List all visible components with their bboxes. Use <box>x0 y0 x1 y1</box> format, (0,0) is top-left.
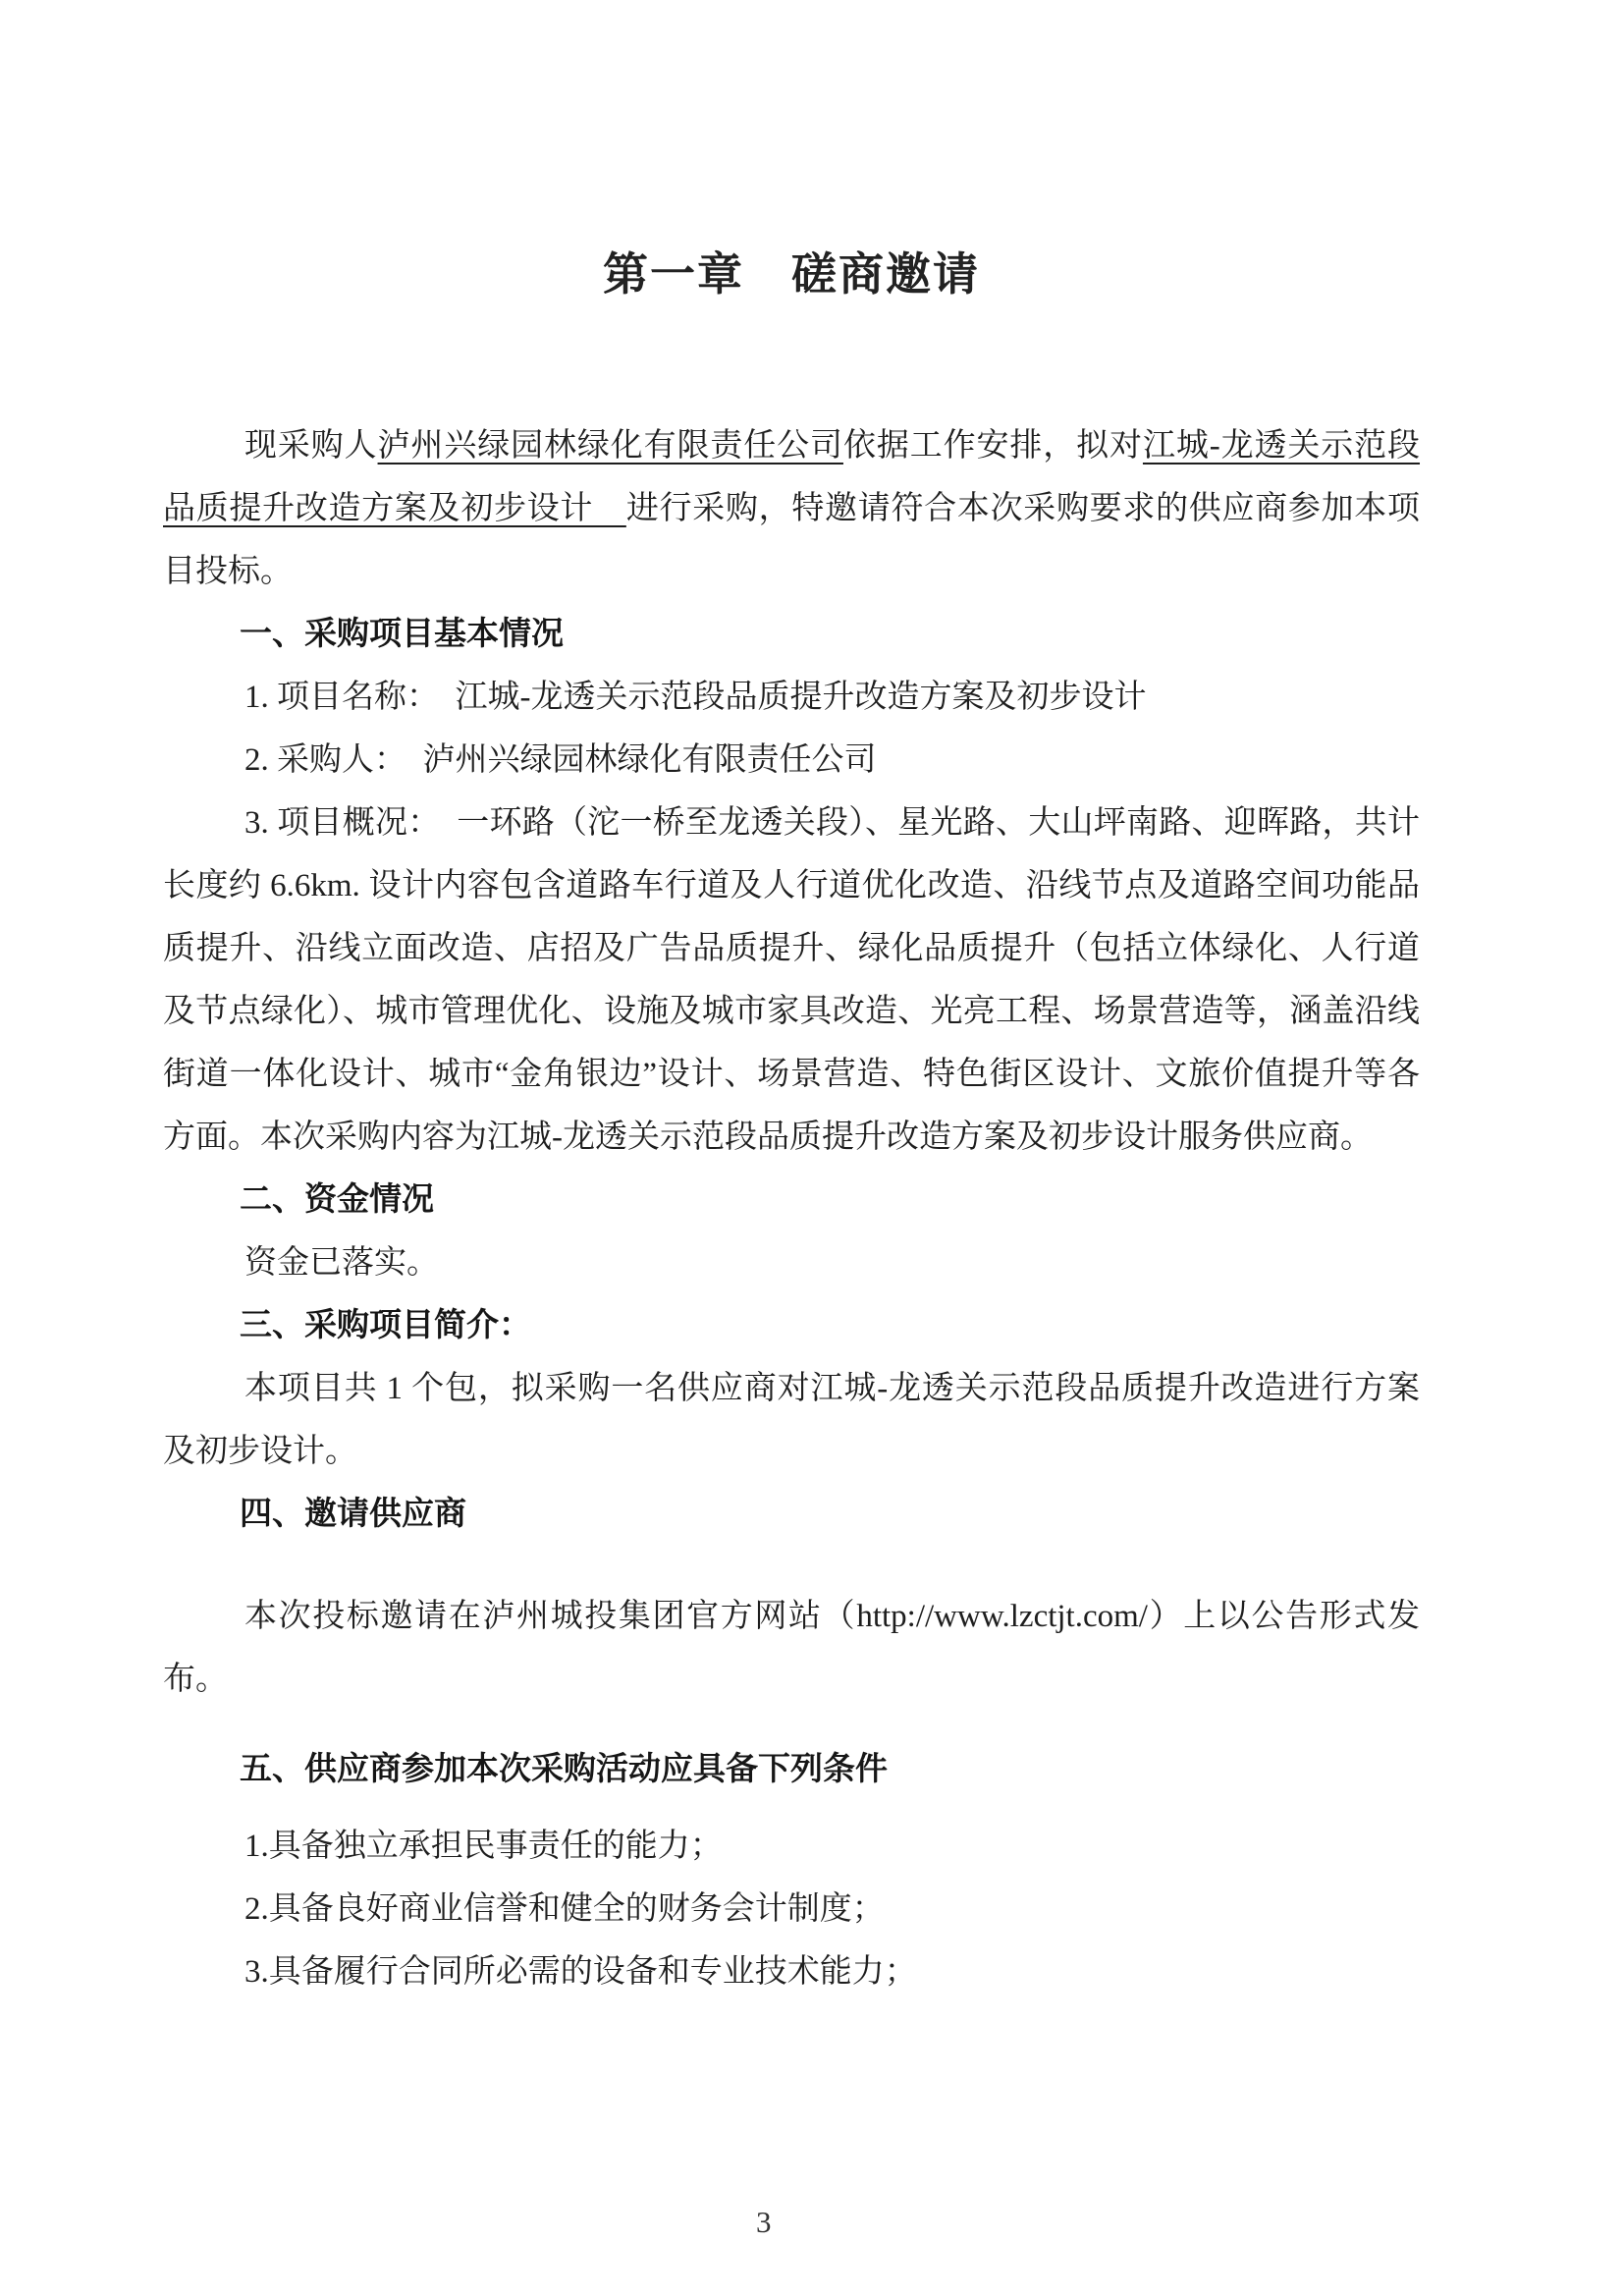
section-5-condition-3: 3.具备履行合同所必需的设备和专业技术能力； <box>244 1954 917 1990</box>
section-2-heading: 二、资金情况 <box>240 1182 434 1218</box>
section-1-heading: 一、采购项目基本情况 <box>240 617 564 652</box>
section-5-condition-2: 2.具备良好商业信誉和健全的财务会计制度； <box>244 1891 885 1927</box>
section-1-item-project-name: 1. 项目名称： 江城-龙透关示范段品质提升改造方案及初步设计 <box>244 680 1147 715</box>
intro-text-pre: 现采购人 <box>244 428 378 464</box>
intro-text-mid: 依据工作安排，拟对 <box>842 428 1143 464</box>
intro-paragraph <box>163 414 1420 603</box>
section-3-heading: 三、采购项目简介： <box>240 1308 531 1343</box>
section-4-heading: 四、邀请供应商 <box>240 1497 466 1532</box>
project-name-underlined: 江城-龙透关示范段品质提升改造方案及初步设计 <box>163 428 1421 526</box>
page-number: 3 <box>756 2205 772 2239</box>
section-2-body: 资金已落实。 <box>244 1245 439 1281</box>
section-5-condition-1: 1.具备独立承担民事责任的能力； <box>244 1829 723 1864</box>
chapter-title: 第一章 磋商邀请 <box>603 249 980 300</box>
intro-text-post: 进行采购，特邀请符合本次采购要求的供应商参加本项目投标。 <box>163 491 1421 589</box>
section-1-item-project-overview: 3. 项目概况： 一环路（沱一桥至龙透关段）、星光路、大山坪南路、迎晖路，共计长度约 6.6km. 设计内容包含道路车行道及人行道优化改造、沿线节点及道路空间功能品质提升、沿线立面改造、店招及广告品质提升、绿化品质提升（包括立体绿化、人行道及节点绿化）、城市管理优化、设施及城市家具改造、光亮工程、场景营造等，涵盖沿线街道一体化设计、城市“金角银边”设计、场景营造、特色街区设计、文旅价值提升等各方面。本次采购内容为江城-龙透关示范段品质提升改造方案及初步设计服务供应商。 <box>163 805 1420 1155</box>
section-5-heading: 五、供应商参加本次采购活动应具备下列条件 <box>240 1752 888 1787</box>
buyer-name-underlined: 泸州兴绿园林绿化有限责任公司 <box>377 428 843 464</box>
section-3-body: 本项目共 1 个包，拟采购一名供应商对江城-龙透关示范段品质提升改造进行方案及初步设计。 <box>163 1371 1420 1469</box>
section-4-body: 本次投标邀请在泸州城投集团官方网站（http://www.lzctjt.com/）上以公告形式发布。 <box>163 1599 1420 1697</box>
section-1-item-purchaser: 2. 采购人： 泸州兴绿园林绿化有限责任公司 <box>244 742 877 778</box>
